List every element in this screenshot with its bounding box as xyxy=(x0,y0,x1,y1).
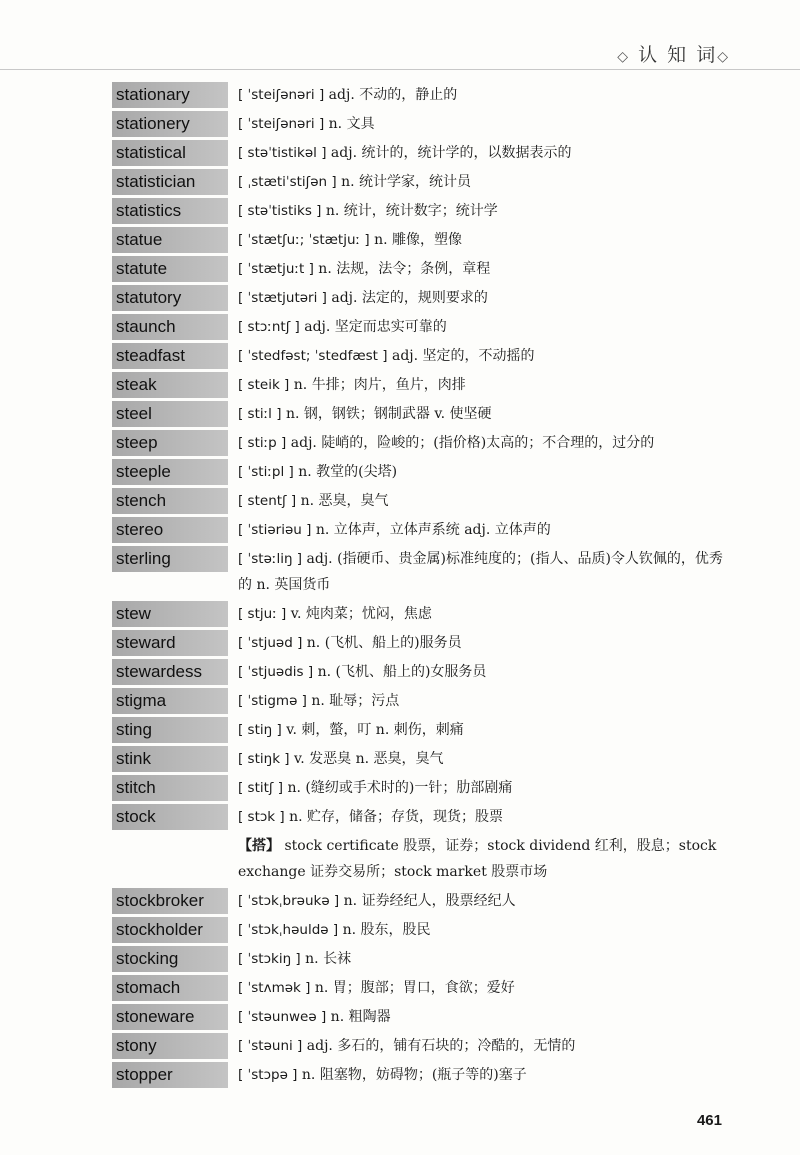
headword: sting xyxy=(112,717,228,743)
meaning: adj. 不动的，静止的 xyxy=(324,87,458,103)
definition xyxy=(238,256,732,282)
definition xyxy=(238,401,732,427)
phonetic: [ stitʃ ] xyxy=(238,780,284,796)
entry-row xyxy=(112,256,732,282)
entry-row xyxy=(112,198,732,224)
meaning: n. 统计学家，统计员 xyxy=(336,174,472,190)
headword: stationery xyxy=(112,111,228,137)
phonetic: [ stəˈtistiks ] xyxy=(238,203,322,219)
meaning: n. 统计，统计数字；统计学 xyxy=(321,203,498,219)
meaning: adj. 统计的，统计学的，以数据表示的 xyxy=(326,145,572,161)
meaning: n. 股东，股民 xyxy=(338,922,431,938)
meaning: n. 耻辱；污点 xyxy=(306,693,400,709)
entry-row xyxy=(112,1062,732,1088)
headword: steadfast xyxy=(112,343,228,369)
definition xyxy=(238,888,732,914)
definition xyxy=(238,601,732,627)
meaning: adj. 法定的，规则要求的 xyxy=(326,290,488,306)
diamond-icon: ◇ xyxy=(617,49,631,65)
meaning: v. 发恶臭 n. 恶臭，臭气 xyxy=(289,751,444,767)
entry-row xyxy=(112,975,732,1001)
headword: statistician xyxy=(112,169,228,195)
headword: statue xyxy=(112,227,228,253)
headword: stigma xyxy=(112,688,228,714)
definition xyxy=(238,140,732,166)
entry-row xyxy=(112,717,732,743)
phonetic: [ stiːl ] xyxy=(238,406,282,422)
phonetic: [ ˈstætjutəri ] xyxy=(238,290,327,306)
headword: staunch xyxy=(112,314,228,340)
note-text: stock certificate 股票，证券；stock dividend 红利，股息；stock exchange 证券交易所；stock market 股票市场 xyxy=(238,838,717,880)
entry-row xyxy=(112,401,732,427)
headword: stoneware xyxy=(112,1004,228,1030)
definition xyxy=(238,688,732,714)
entry-row xyxy=(112,517,732,543)
phonetic: [ ˌstætiˈstiʃən ] xyxy=(238,174,337,190)
phonetic: [ stəˈtistikəl ] xyxy=(238,145,327,161)
entry-row xyxy=(112,343,732,369)
headword: steward xyxy=(112,630,228,656)
phonetic: [ ˈstɔkˌhəuldə ] xyxy=(238,922,339,938)
definition xyxy=(238,1033,732,1059)
meaning: n. 胃；腹部；胃口，食欲；爱好 xyxy=(310,980,515,996)
headword: stomach xyxy=(112,975,228,1001)
header-rule xyxy=(0,69,800,70)
meaning: adj. 坚定而忠实可靠的 xyxy=(299,319,447,335)
definition xyxy=(238,488,732,514)
entry-row xyxy=(112,630,732,656)
phonetic: [ ˈsteiʃənəri ] xyxy=(238,116,325,132)
phonetic: [ ˈstəuni ] xyxy=(238,1038,303,1054)
meaning: v. 炖肉菜；忧闷，焦虑 xyxy=(286,606,432,622)
definition xyxy=(238,630,732,656)
definition xyxy=(238,746,732,772)
meaning: adj. 多石的，铺有石块的；冷酷的，无情的 xyxy=(302,1038,576,1054)
meaning: n. 贮存，储备；存货，现货；股票 xyxy=(284,809,504,825)
definition xyxy=(238,314,732,340)
definition xyxy=(238,717,732,743)
headword: stock xyxy=(112,804,228,830)
definition xyxy=(238,1004,732,1030)
phonetic: [ stiːp ] xyxy=(238,435,287,451)
meaning: v. 刺，螫，叮 n. 刺伤，刺痛 xyxy=(281,722,464,738)
definition xyxy=(238,775,732,801)
phonetic: [ ˈstəunweə ] xyxy=(238,1009,327,1025)
entry-row xyxy=(112,227,732,253)
meaning: n. 钢，钢铁；钢制武器 v. 使坚硬 xyxy=(281,406,492,422)
headword: steeple xyxy=(112,459,228,485)
meaning: n. 粗陶器 xyxy=(326,1009,391,1025)
phonetic: [ ˈstætjuːt ] xyxy=(238,261,314,277)
meaning: adj. 陡峭的，险峻的；(指价格)太高的；不合理的，过分的 xyxy=(286,435,655,451)
entry-row xyxy=(112,659,732,685)
meaning: n. 阻塞物，妨碍物；(瓶子等的)塞子 xyxy=(297,1067,527,1083)
meaning: n. (飞机、船上的)服务员 xyxy=(302,635,462,651)
meaning: n. 法规，法令；条例，章程 xyxy=(313,261,491,277)
phonetic: [ ˈstʌmək ] xyxy=(238,980,311,996)
phonetic: [ ˈstigmə ] xyxy=(238,693,307,709)
phonetic: [ ˈstætʃuː; ˈstætjuː ] xyxy=(238,232,370,248)
entry-row xyxy=(112,169,732,195)
meaning: n. (缝纫或手术时的)一针；肋部剧痛 xyxy=(283,780,513,796)
meaning: n. 恶臭，臭气 xyxy=(296,493,389,509)
phonetic: [ stjuː ] xyxy=(238,606,287,622)
headword: statistics xyxy=(112,198,228,224)
definition xyxy=(238,517,732,543)
meaning: n. 证券经纪人，股票经纪人 xyxy=(339,893,516,909)
entry-row xyxy=(112,775,732,801)
definition xyxy=(238,285,732,311)
headword: stewardess xyxy=(112,659,228,685)
headword: steak xyxy=(112,372,228,398)
phonetic: [ stentʃ ] xyxy=(238,493,297,509)
definition xyxy=(238,227,732,253)
definition xyxy=(238,975,732,1001)
note-tag: 【搭】 xyxy=(238,838,280,854)
headword: stocking xyxy=(112,946,228,972)
headword: statutory xyxy=(112,285,228,311)
entry-list xyxy=(112,82,732,1091)
headword: stew xyxy=(112,601,228,627)
definition xyxy=(238,804,732,830)
meaning: n. 长袜 xyxy=(300,951,352,967)
entry-row xyxy=(112,372,732,398)
headword: stony xyxy=(112,1033,228,1059)
headword: stockholder xyxy=(112,917,228,943)
entry-row xyxy=(112,488,732,514)
definition xyxy=(238,430,732,456)
phonetic: [ ˈstjuədis ] xyxy=(238,664,314,680)
headword: statute xyxy=(112,256,228,282)
collocation-note xyxy=(238,833,732,885)
headword: stench xyxy=(112,488,228,514)
headword: stitch xyxy=(112,775,228,801)
phonetic: [ stiŋk ] xyxy=(238,751,290,767)
definition xyxy=(238,659,732,685)
headword: steep xyxy=(112,430,228,456)
phonetic: [ stɔːntʃ ] xyxy=(238,319,300,335)
entry-row xyxy=(112,430,732,456)
phonetic: [ ˈstjuəd ] xyxy=(238,635,303,651)
entry-row xyxy=(112,688,732,714)
headword: stockbroker xyxy=(112,888,228,914)
entry-row xyxy=(112,459,732,485)
meaning: n. 牛排；肉片，鱼片，肉排 xyxy=(289,377,466,393)
definition xyxy=(238,917,732,943)
definition xyxy=(238,169,732,195)
headword: steel xyxy=(112,401,228,427)
phonetic: [ ˈstɔkiŋ ] xyxy=(238,951,301,967)
definition xyxy=(238,946,732,972)
definition xyxy=(238,82,732,108)
meaning: n. 立体声，立体声系统 adj. 立体声的 xyxy=(311,522,551,538)
definition xyxy=(238,198,732,224)
entry-row xyxy=(112,601,732,627)
definition xyxy=(238,459,732,485)
phonetic: [ stɔk ] xyxy=(238,809,285,825)
phonetic: [ ˈsteiʃənəri ] xyxy=(238,87,325,103)
phonetic: [ ˈstəːliŋ ] xyxy=(238,551,303,567)
page-number: 461 xyxy=(696,1112,722,1129)
meaning: n. 雕像，塑像 xyxy=(369,232,462,248)
headword: stereo xyxy=(112,517,228,543)
meaning: n. 文具 xyxy=(324,116,375,132)
entry-row xyxy=(112,111,732,137)
headword: stopper xyxy=(112,1062,228,1088)
entry-row xyxy=(112,1004,732,1030)
definition xyxy=(238,1062,732,1088)
phonetic: [ ˈstiːpl ] xyxy=(238,464,294,480)
meaning: adj. 坚定的，不动摇的 xyxy=(387,348,535,364)
meaning: n. (飞机、船上的)女服务员 xyxy=(313,664,487,680)
definition xyxy=(238,343,732,369)
headword: statistical xyxy=(112,140,228,166)
phonetic: [ ˈstɔkˌbrəukə ] xyxy=(238,893,340,909)
entry-row xyxy=(112,546,732,598)
headword: stink xyxy=(112,746,228,772)
headword: stationary xyxy=(112,82,228,108)
meaning: adj. (指硬币、贵金属)标准纯度的；(指人、品质)令人钦佩的，优秀的 n. 英国货币 xyxy=(238,551,723,593)
diamond-icon: ◇ xyxy=(717,49,730,65)
phonetic: [ stiŋ ] xyxy=(238,722,282,738)
entry-row xyxy=(112,804,732,830)
entry-row xyxy=(112,285,732,311)
entry-row xyxy=(112,140,732,166)
phonetic: [ steik ] xyxy=(238,377,290,393)
entry-row xyxy=(112,314,732,340)
entry-row xyxy=(112,946,732,972)
phonetic: [ ˈstɔpə ] xyxy=(238,1067,298,1083)
section-title: 认 知 词 xyxy=(638,44,718,66)
entry-row xyxy=(112,82,732,108)
entry-row xyxy=(112,746,732,772)
running-header xyxy=(617,40,730,67)
phonetic: [ ˈstedfəst; ˈstedfæst ] xyxy=(238,348,388,364)
definition xyxy=(238,111,732,137)
headword: sterling xyxy=(112,546,228,572)
entry-row xyxy=(112,917,732,943)
definition xyxy=(238,546,732,598)
phonetic: [ ˈstiəriəu ] xyxy=(238,522,312,538)
definition xyxy=(238,372,732,398)
entry-row xyxy=(112,1033,732,1059)
entry-row xyxy=(112,888,732,914)
meaning: n. 教堂的(尖塔) xyxy=(293,464,398,480)
